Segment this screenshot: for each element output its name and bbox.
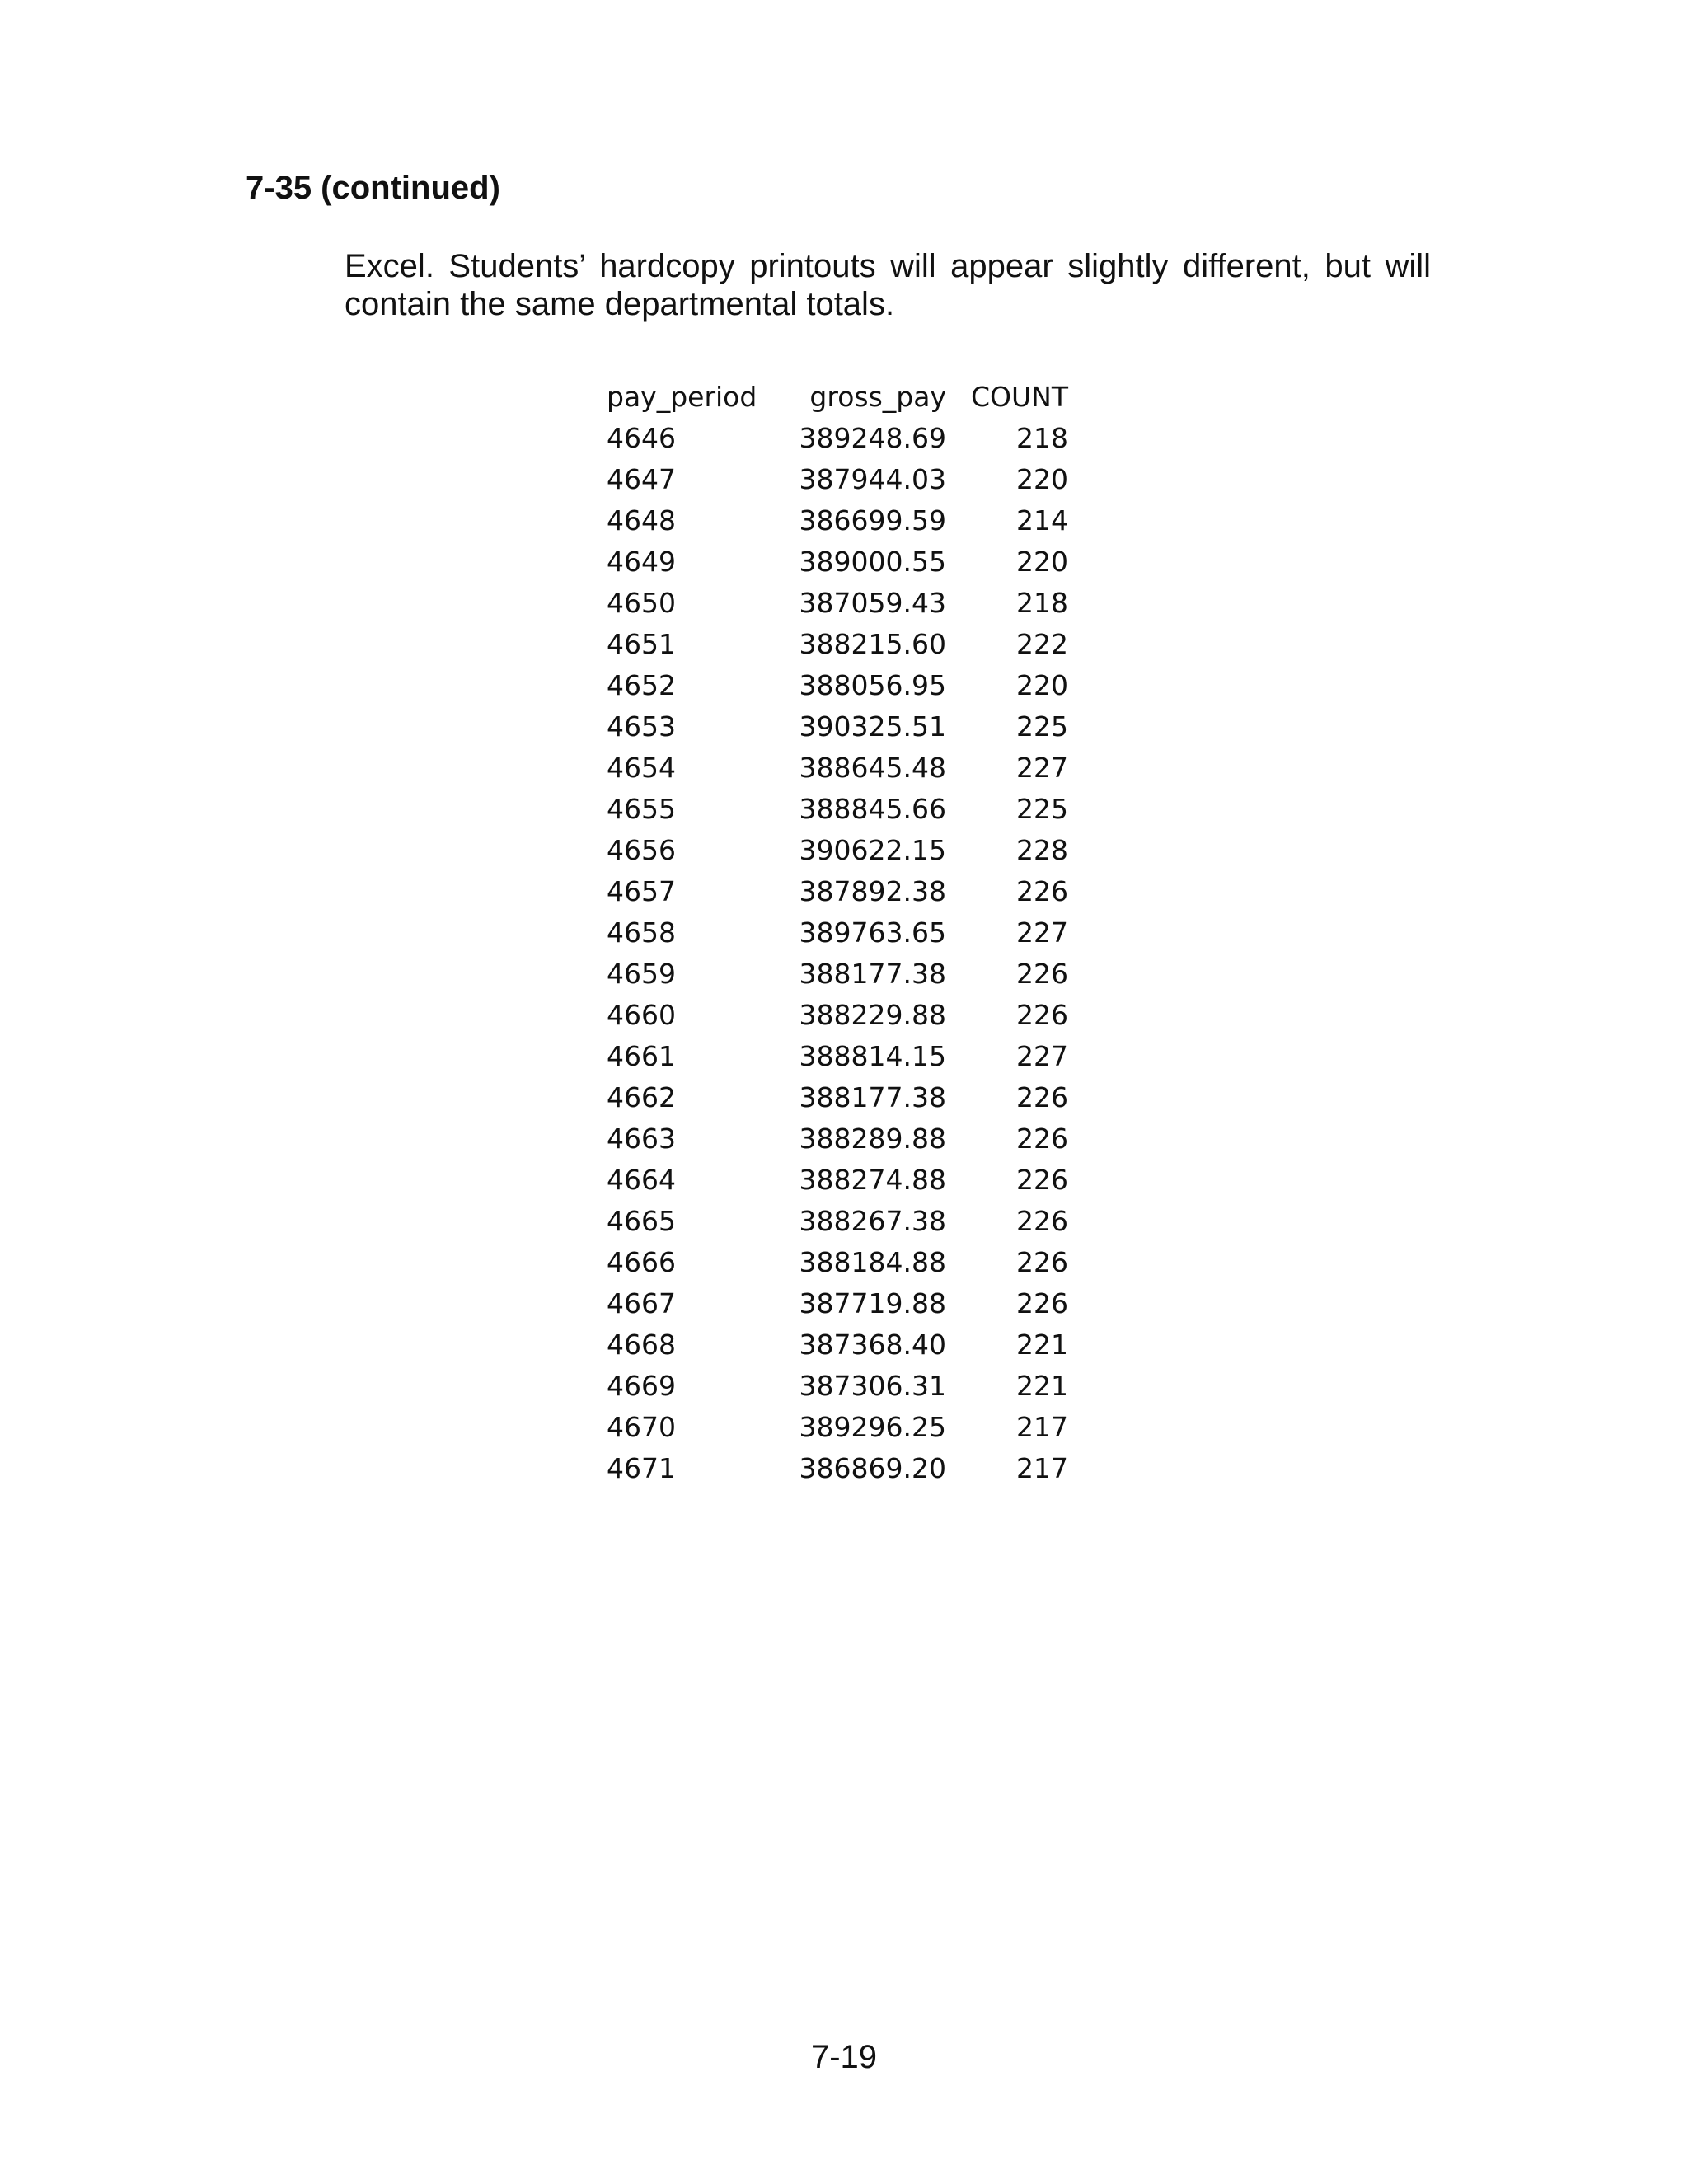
cell-count: 226 (1016, 957, 1068, 990)
cell-gross-pay: 388289.88 (799, 1122, 946, 1155)
table-row (607, 1118, 1068, 1159)
cell-pay-period: 4646 (607, 421, 676, 454)
cell-count: 218 (1016, 586, 1068, 619)
cell-count: 221 (1016, 1328, 1068, 1361)
cell-gross-pay: 388177.38 (799, 1080, 946, 1113)
cell-pay-period: 4649 (607, 545, 676, 578)
table-row (607, 417, 1068, 458)
cell-count: 226 (1016, 1163, 1068, 1196)
cell-count: 226 (1016, 1204, 1068, 1237)
cell-pay-period: 4647 (607, 462, 676, 495)
table-row (607, 1159, 1068, 1200)
cell-pay-period: 4655 (607, 792, 676, 825)
table-row (607, 870, 1068, 912)
cell-gross-pay: 387059.43 (799, 586, 946, 619)
cell-gross-pay: 387368.40 (799, 1328, 946, 1361)
table-row (607, 1324, 1068, 1365)
payroll-table (607, 376, 1068, 1488)
table-row (607, 1406, 1068, 1447)
cell-gross-pay: 388814.15 (799, 1039, 946, 1072)
cell-gross-pay: 388184.88 (799, 1245, 946, 1278)
cell-pay-period: 4666 (607, 1245, 676, 1278)
table-row (607, 541, 1068, 582)
cell-count: 222 (1016, 627, 1068, 660)
table-row (607, 1200, 1068, 1241)
table-row (607, 1241, 1068, 1282)
cell-pay-period: 4653 (607, 710, 676, 743)
cell-gross-pay: 387306.31 (799, 1369, 946, 1402)
cell-count: 220 (1016, 668, 1068, 701)
table-header-row (607, 376, 1068, 417)
table-row (607, 458, 1068, 499)
cell-count: 221 (1016, 1369, 1068, 1402)
table-row (607, 664, 1068, 705)
page-heading: 7-35 (continued) (246, 170, 500, 206)
intro-paragraph: Excel. Students’ hardcopy printouts will appear slightly different, but will contain the same departmental totals. (345, 248, 1431, 322)
cell-gross-pay: 388229.88 (799, 998, 946, 1031)
cell-pay-period: 4661 (607, 1039, 676, 1072)
table-body (607, 417, 1068, 1488)
cell-count: 226 (1016, 998, 1068, 1031)
table-row (607, 994, 1068, 1035)
cell-gross-pay: 387944.03 (799, 462, 946, 495)
table-row (607, 912, 1068, 953)
cell-count: 217 (1016, 1410, 1068, 1443)
cell-pay-period: 4671 (607, 1451, 676, 1484)
table-row (607, 1282, 1068, 1324)
cell-pay-period: 4665 (607, 1204, 676, 1237)
cell-gross-pay: 386869.20 (799, 1451, 946, 1484)
table-row (607, 1447, 1068, 1488)
cell-count: 225 (1016, 710, 1068, 743)
cell-count: 214 (1016, 504, 1068, 537)
cell-gross-pay: 388645.48 (799, 751, 946, 784)
cell-pay-period: 4651 (607, 627, 676, 660)
cell-gross-pay: 388267.38 (799, 1204, 946, 1237)
cell-pay-period: 4654 (607, 751, 676, 784)
header-count: COUNT (970, 380, 1068, 413)
table-row (607, 788, 1068, 829)
cell-gross-pay: 387719.88 (799, 1286, 946, 1319)
cell-gross-pay: 390622.15 (799, 833, 946, 866)
cell-gross-pay: 388845.66 (799, 792, 946, 825)
cell-count: 227 (1016, 751, 1068, 784)
cell-count: 226 (1016, 1286, 1068, 1319)
cell-pay-period: 4663 (607, 1122, 676, 1155)
table-row (607, 623, 1068, 664)
cell-pay-period: 4648 (607, 504, 676, 537)
table-row (607, 1365, 1068, 1406)
cell-gross-pay: 389000.55 (799, 545, 946, 578)
cell-pay-period: 4669 (607, 1369, 676, 1402)
cell-gross-pay: 388177.38 (799, 957, 946, 990)
header-pay-period: pay_period (607, 380, 757, 413)
header-gross-pay: gross_pay (809, 380, 946, 413)
cell-gross-pay: 389248.69 (799, 421, 946, 454)
cell-count: 226 (1016, 1245, 1068, 1278)
table-row (607, 829, 1068, 870)
cell-count: 227 (1016, 1039, 1068, 1072)
cell-pay-period: 4670 (607, 1410, 676, 1443)
cell-count: 217 (1016, 1451, 1068, 1484)
cell-count: 220 (1016, 462, 1068, 495)
cell-gross-pay: 387892.38 (799, 874, 946, 907)
cell-gross-pay: 388215.60 (799, 627, 946, 660)
cell-pay-period: 4657 (607, 874, 676, 907)
cell-gross-pay: 388274.88 (799, 1163, 946, 1196)
cell-gross-pay: 388056.95 (799, 668, 946, 701)
cell-pay-period: 4659 (607, 957, 676, 990)
table-row (607, 705, 1068, 747)
cell-pay-period: 4668 (607, 1328, 676, 1361)
cell-gross-pay: 389763.65 (799, 916, 946, 949)
table-row (607, 747, 1068, 788)
table-row (607, 582, 1068, 623)
cell-gross-pay: 386699.59 (799, 504, 946, 537)
cell-pay-period: 4658 (607, 916, 676, 949)
table-row (607, 953, 1068, 994)
cell-pay-period: 4662 (607, 1080, 676, 1113)
table-row (607, 1035, 1068, 1076)
table-row (607, 499, 1068, 541)
table-row (607, 1076, 1068, 1118)
cell-pay-period: 4652 (607, 668, 676, 701)
cell-pay-period: 4660 (607, 998, 676, 1031)
cell-count: 218 (1016, 421, 1068, 454)
cell-count: 227 (1016, 916, 1068, 949)
cell-count: 226 (1016, 874, 1068, 907)
cell-count: 220 (1016, 545, 1068, 578)
cell-pay-period: 4656 (607, 833, 676, 866)
cell-pay-period: 4667 (607, 1286, 676, 1319)
cell-pay-period: 4664 (607, 1163, 676, 1196)
cell-count: 225 (1016, 792, 1068, 825)
page-number: 7-19 (810, 2039, 878, 2075)
cell-gross-pay: 390325.51 (799, 710, 946, 743)
cell-count: 226 (1016, 1122, 1068, 1155)
cell-count: 228 (1016, 833, 1068, 866)
cell-count: 226 (1016, 1080, 1068, 1113)
cell-gross-pay: 389296.25 (799, 1410, 946, 1443)
cell-pay-period: 4650 (607, 586, 676, 619)
